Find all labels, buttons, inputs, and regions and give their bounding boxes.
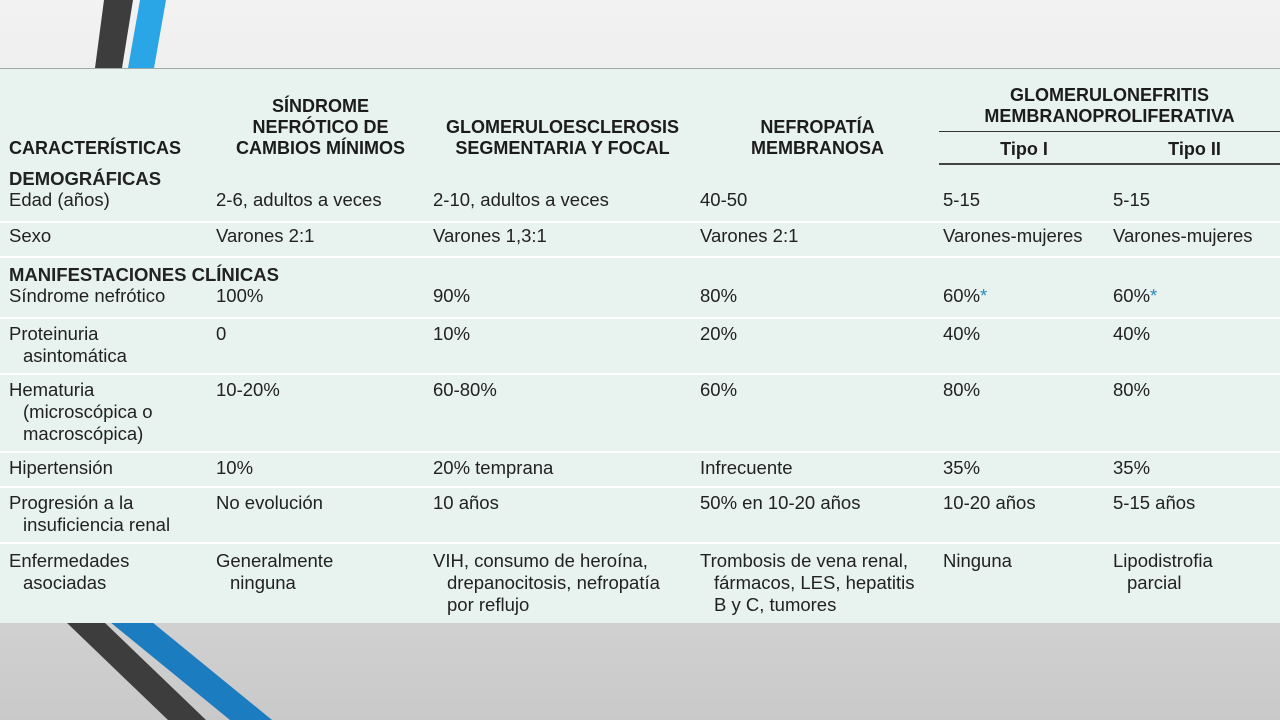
- cell: 60%*: [939, 285, 1109, 318]
- cell: 50% en 10-20 años: [696, 487, 939, 543]
- row-label: Síndrome nefrótico: [0, 285, 212, 318]
- row-label: Hipertensión: [0, 452, 212, 487]
- cell: 35%: [939, 452, 1109, 487]
- cell: Varones 2:1: [212, 222, 429, 257]
- cell: Infrecuente: [696, 452, 939, 487]
- cell: VIH, consumo de heroína, drepanocitosis, nefropatía por reflujo: [433, 550, 660, 615]
- row-label: Progresión a la insuficiencia renal: [0, 487, 212, 543]
- cell: 40%: [939, 318, 1109, 374]
- table-row-proteinuria: [0, 318, 1280, 374]
- cell: 5-15: [1109, 189, 1280, 222]
- bottom-stripes-decoration: [0, 620, 320, 720]
- header-sindrome-cambios-minimos: SÍNDROME NEFRÓTICO DE CAMBIOS MÍNIMOS: [236, 96, 405, 158]
- header-nefropatia-membranosa: NEFROPATÍA MEMBRANOSA: [751, 117, 884, 158]
- header-glomerulonefritis-membranoproliferativa: GLOMERULONEFRITIS MEMBRANOPROLIFERATIVA: [984, 84, 1235, 126]
- row-label: Proteinuria asintomática: [0, 318, 212, 374]
- cell: Lipodistrofia parcial: [1113, 550, 1213, 593]
- table-row-edad: [0, 189, 1280, 222]
- section-demograficas: DEMOGRÁFICAS: [9, 168, 162, 189]
- cell: 100%: [212, 285, 429, 318]
- header-glomeruloesclerosis: GLOMERULOESCLEROSIS SEGMENTARIA Y FOCAL: [445, 117, 679, 158]
- top-stripes-decoration: [0, 0, 200, 70]
- row-label: Hematuria (microscópica o macroscópica): [0, 374, 212, 452]
- cell: Varones-mujeres: [939, 222, 1109, 257]
- cell: 10%: [429, 318, 696, 374]
- row-label: Enfermedades asociadas: [9, 550, 130, 593]
- cell: 60-80%: [429, 374, 696, 452]
- cell: 5-15 años: [1109, 487, 1280, 543]
- cell: 10-20%: [212, 374, 429, 452]
- table-row-sexo: [0, 222, 1280, 257]
- table-row-progresion: [0, 487, 1280, 543]
- footnote-asterisk: *: [1150, 285, 1158, 306]
- cell: 60%*: [1109, 285, 1280, 318]
- cell: 40-50: [696, 189, 939, 222]
- row-label: Sexo: [0, 222, 212, 257]
- cell: Generalmente ninguna: [216, 550, 334, 593]
- glomerulopathy-comparison-table: [0, 69, 1280, 621]
- cell: 20%: [696, 318, 939, 374]
- cell: 80%: [1109, 374, 1280, 452]
- comparison-table-panel: [0, 68, 1280, 623]
- table-row-hipertension: [0, 452, 1280, 487]
- header-caracteristicas: CARACTERÍSTICAS: [9, 138, 182, 158]
- cell: 10-20 años: [939, 487, 1109, 543]
- cell: 0: [212, 318, 429, 374]
- table-row-sindrome-nefrotico: [0, 285, 1280, 318]
- table-row-enfermedades: [0, 543, 1280, 621]
- footnote-asterisk: *: [980, 285, 988, 306]
- table-row-hematuria: [0, 374, 1280, 452]
- cell: 10%: [212, 452, 429, 487]
- cell: No evolución: [212, 487, 429, 543]
- cell: Varones-mujeres: [1109, 222, 1280, 257]
- cell: 2-10, adultos a veces: [429, 189, 696, 222]
- row-label: Edad (años): [0, 189, 212, 222]
- cell: Ninguna: [943, 550, 1012, 571]
- cell: 5-15: [939, 189, 1109, 222]
- cell: Varones 1,3:1: [429, 222, 696, 257]
- cell: 2-6, adultos a veces: [212, 189, 429, 222]
- cell: 60%: [696, 374, 939, 452]
- header-tipo-2: Tipo II: [1109, 131, 1280, 164]
- cell: 40%: [1109, 318, 1280, 374]
- section-manifestaciones-clinicas: MANIFESTACIONES CLÍNICAS: [9, 264, 279, 285]
- cell: 35%: [1109, 452, 1280, 487]
- cell: Trombosis de vena renal, fármacos, LES, hepatitis B y C, tumores: [700, 550, 915, 615]
- header-tipo-1: Tipo I: [939, 131, 1109, 164]
- cell: 80%: [696, 285, 939, 318]
- cell: 90%: [429, 285, 696, 318]
- cell: Varones 2:1: [696, 222, 939, 257]
- cell: 20% temprana: [429, 452, 696, 487]
- cell: 80%: [939, 374, 1109, 452]
- cell: 10 años: [429, 487, 696, 543]
